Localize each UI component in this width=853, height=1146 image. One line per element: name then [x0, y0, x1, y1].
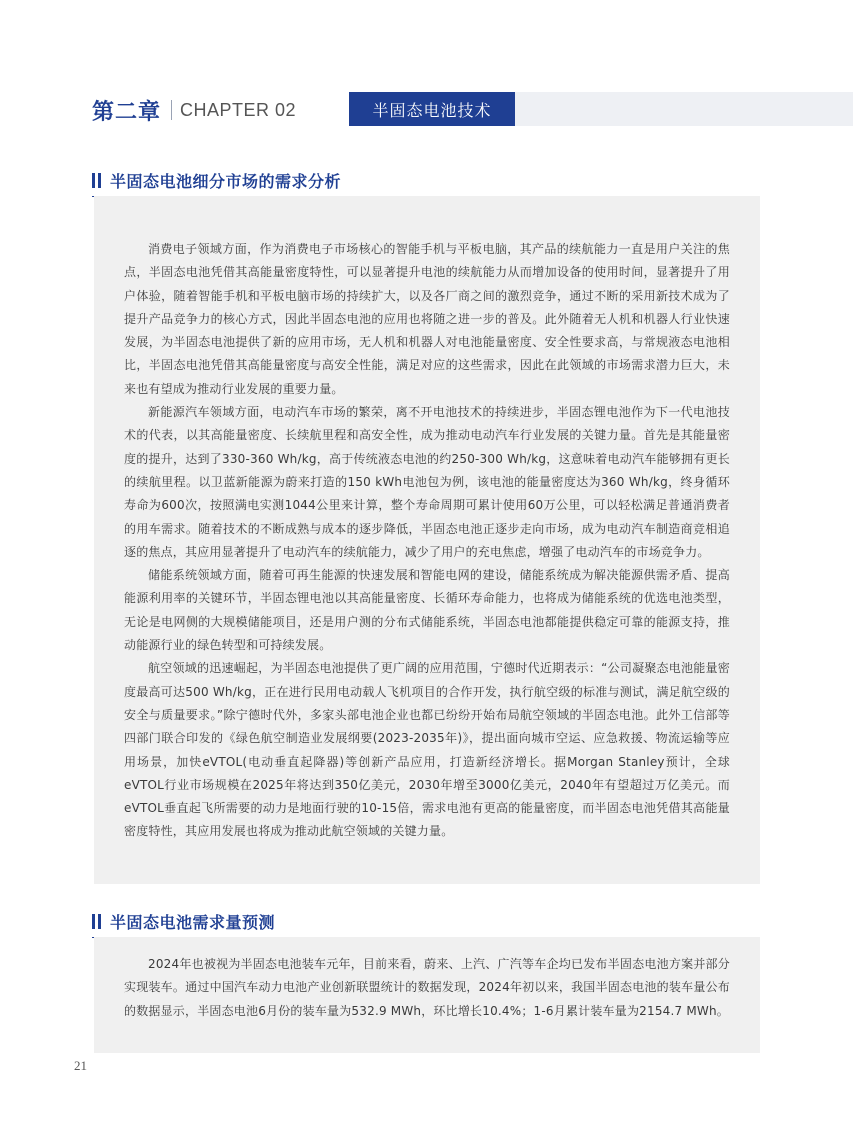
paragraph-aviation: 航空领域的迅速崛起，为半固态电池提供了更广阔的应用范围，宁德时代近期表示：“公司凝聚态电池能量密度最高可达500 Wh/kg，正在进行民用电动载人飞机项目的合作开发，执行航空级的标准与测试，满足航空级的安全与质量要求。”除宁德时代外，多家头部电池企业也都已纷纷开始布局航空领域的半固态电池。此外工信部等四部门联合印发的《绿色航空制造业发展纲要(2023-2035年)》，提出面向城市空运、应急救援、物流运输等应用场景，加快eVTOL(电动垂直起降器)等创新产品应用，打造新经济增长。据Morgan Stanley预计，全球eVTOL行业市场规模在2025年将达到350亿美元，2030年增至3000亿美元，2040年有望超过万亿美元。而eVTOL垂直起飞所需要的动力是地面行驶的10-15倍，需求电池有更高的能量密度，而半固态电池凭借其高能量密度特性，其应用发展也将成为推动此航空领域的关键力量。 — [124, 661, 730, 839]
page-number: 21 — [74, 1058, 87, 1073]
paragraph-energy-storage: 储能系统领域方面，随着可再生能源的快速发展和智能电网的建设，储能系统成为解决能源供需矛盾、提高能源利用率的关键环节，半固态锂电池以其高能量密度、长循环寿命能力，也将成为储能系统的优选电池类型，无论是电网侧的大规模储能项目，还是用户测的分布式储能系统，半固态电池都能提供稳定可靠的能源支持，推动能源行业的绿色转型和可持续发展。 — [124, 568, 730, 653]
paragraph-forecast: 2024年也被视为半固态电池装车元年，目前来看，蔚来、上汽、广汽等车企均已发布半固态电池方案并部分实现装车。通过中国汽车动力电池产业创新联盟统计的数据发现，2024年初以来，我国半固态电池的装车量公布的数据显示，半固态电池6月份的装车量为532.9 MWh，环比增长10.4%；1-6月累计装车量为2154.7 MWh。 — [124, 957, 730, 1018]
heading-bar-icon — [98, 914, 101, 929]
section-heading — [92, 908, 760, 938]
heading-bar-icon — [92, 914, 95, 929]
heading-bar-icon — [92, 173, 95, 188]
chapter-number-en: CHAPTER 02 — [180, 99, 297, 120]
chapter-divider — [171, 100, 172, 120]
chapter-number-cn: 第二章 — [92, 99, 162, 125]
chapter-heading — [92, 94, 296, 126]
section-title: 半固态电池需求量预测 — [110, 912, 276, 932]
section-title: 半固态电池细分市场的需求分析 — [110, 171, 342, 191]
chapter-title-tab: 半固态电池技术 — [349, 92, 515, 126]
section-demand-forecast — [92, 908, 760, 938]
demand-analysis-panel — [94, 196, 760, 884]
chapter-band — [515, 92, 853, 126]
paragraph-consumer-electronics: 消费电子领域方面，作为消费电子市场核心的智能手机与平板电脑，其产品的续航能力一直是用户关注的焦点，半固态电池凭借其高能量密度特性，可以显著提升电池的续航能力从而增加设备的使用时间，显著提升了用户体验，随着智能手机和平板电脑市场的持续扩大，以及各厂商之间的激烈竞争，通过不断的采用新技术成为了提升产品竞争力的核心方式，因此半固态电池的应用也将随之进一步的普及。此外随着无人机和机器人行业快速发展，为半固态电池提供了新的应用市场，无人机和机器人对电池能量密度、安全性要求高，与常规液态电池相比，半固态电池凭借其高能量密度与高安全性能，满足对应的这些需求，因此在此领域的市场需求潜力巨大，未来也有望成为推动行业发展的重要力量。 — [124, 242, 730, 396]
section-heading — [92, 167, 760, 197]
heading-bar-icon — [98, 173, 101, 188]
paragraph-new-energy-vehicles: 新能源汽车领域方面，电动汽车市场的繁荣，离不开电池技术的持续进步，半固态锂电池作为下一代电池技术的代表，以其高能量密度、长续航里程和高安全性，成为推动电动汽车行业发展的关键力量。首先是其能量密度的提升，达到了330-360 Wh/kg，高于传统液态电池的约250-300 Wh/kg，这意味着电动汽车能够拥有更长的续航里程。以卫蓝新能源为蔚来打造的150 kWh电池包为例，该电池的能量密度达为360 Wh/kg，终身循环寿命为600次，按照满电实测1044公里来计算，整个寿命周期可累计使用60万公里，可以轻松满足普通消费者的用车需求。随着技术的不断成熟与成本的逐步降低，半固态电池正逐步走向市场，成为电动汽车制造商竞相追逐的焦点，其应用显著提升了电动汽车的续航能力，减少了用户的充电焦虑，增强了电动汽车的市场竞争力。 — [124, 405, 730, 559]
section-demand-analysis — [92, 167, 760, 197]
demand-forecast-panel — [94, 937, 760, 1053]
